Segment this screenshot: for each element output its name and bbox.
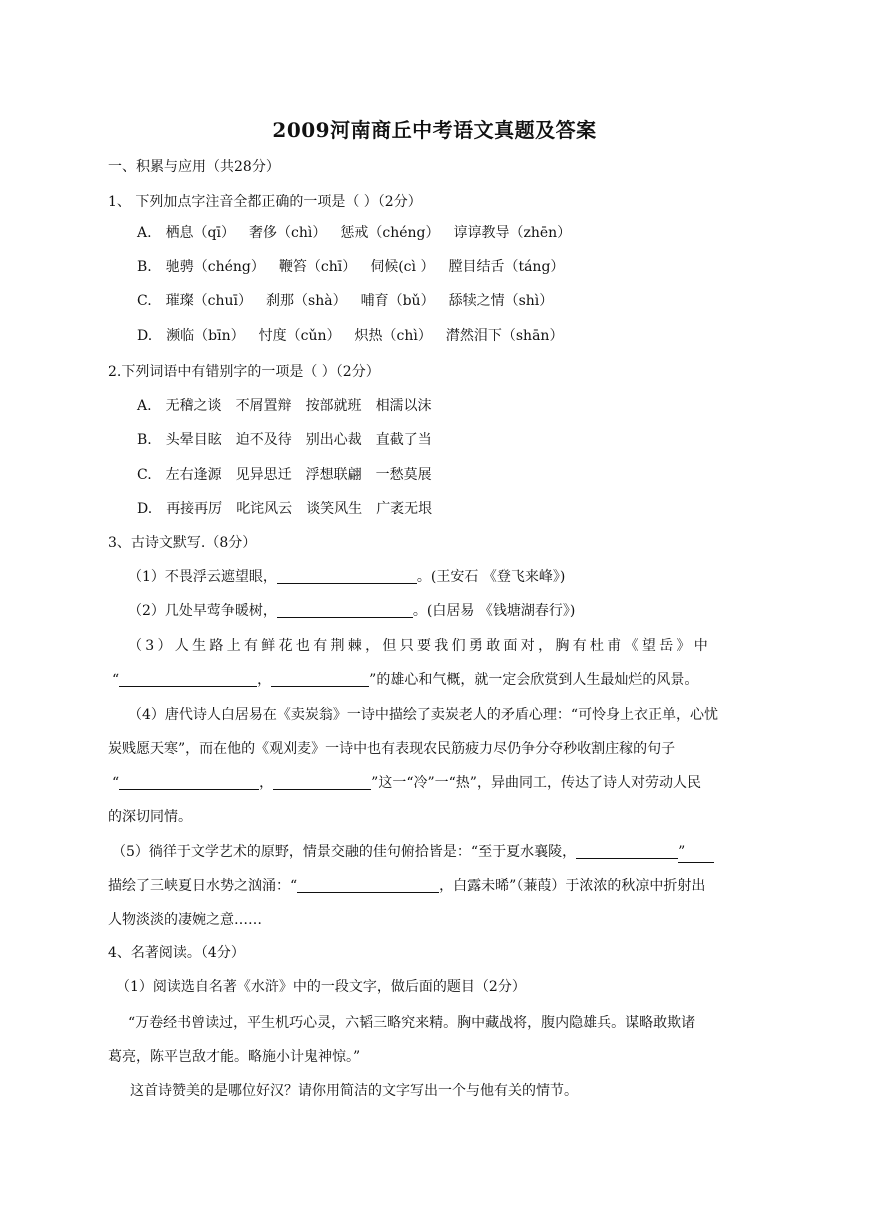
q2-option-d [137, 499, 446, 519]
option-item: 无稽之谈 [165, 398, 222, 414]
option-item: 叱诧风云 [236, 501, 293, 517]
option-item: 一愁莫展 [375, 467, 432, 483]
q3-item-4-line1: （4）唐代诗人白居易在《卖炭翁》一诗中描绘了卖炭老人的矛盾心理：“可怜身上衣正单，心忧 [128, 707, 719, 723]
q3-item-2 [128, 601, 575, 621]
option-item: 潸然泪下（shān） [445, 328, 564, 344]
poem-source: 。(白居易 《钱塘湖春行》) [412, 603, 576, 619]
q1-option-a [137, 223, 585, 243]
answer-blank[interactable] [119, 671, 257, 687]
q2-option-c [137, 465, 446, 485]
option-letter: C. [137, 293, 152, 309]
option-item: 浮想联翩 [305, 467, 362, 483]
q3-item-5-line1: （5）徜徉于文学艺术的原野，情景交融的佳句俯拾皆是：“至于夏水襄陵， ” [112, 842, 714, 863]
option-item: 舔犊之情（shì） [448, 293, 554, 309]
q2-option-b [137, 430, 446, 450]
q3-item-3-line1: （3）人生路上有鲜花也有荆棘，但只要我们勇敢面对，胸有杜甫《望岳》中 [128, 638, 712, 654]
option-item: 刹那（shà） [266, 293, 347, 309]
answer-blank[interactable] [273, 774, 371, 790]
q4-sub-1: （1）阅读选自名著《水浒》中的一段文字，做后面的题目（2分） [116, 979, 526, 995]
q4-poem-line2: 葛亮，陈平岂敌才能。略施小计鬼神惊。” [108, 1049, 361, 1065]
option-letter: C. [137, 467, 152, 483]
q4-question: 这首诗赞美的是哪位好汉？请你用简洁的文字写出一个与他有关的情节。 [130, 1083, 578, 1099]
option-item: 头晕目眩 [165, 432, 222, 448]
answer-blank[interactable] [277, 602, 413, 618]
q3-item-4-line3: “ ， ”这一“冷”一“热”，异曲同工，传达了诗人对劳动人民 [112, 775, 701, 791]
option-item: 哺育（bǔ） [360, 293, 435, 309]
answer-blank[interactable] [576, 843, 678, 859]
option-item: 相濡以沫 [375, 398, 432, 414]
option-letter: B. [137, 259, 152, 275]
option-item: 炽热（chì） [354, 328, 432, 344]
question-1-stem: 1、 下列加点字注音全都正确的一项是（ ）（2分） [108, 194, 422, 210]
answer-blank[interactable] [271, 671, 369, 687]
option-item: 谈笑风生 [306, 501, 363, 517]
option-item: 鞭笞（chī） [278, 259, 357, 275]
section-heading: 一、积累与应用（共28分） [108, 159, 280, 175]
poem-prompt: （1）不畏浮云遮望眼， [128, 569, 277, 585]
option-item: 再接再厉 [166, 501, 223, 517]
option-item: 直截了当 [375, 432, 432, 448]
option-letter: D. [137, 328, 153, 344]
option-letter: B. [137, 432, 152, 448]
option-item: 奢侈（chì） [249, 225, 327, 241]
option-item: 别出心裁 [305, 432, 362, 448]
option-item: 栖息（qī） [165, 225, 236, 241]
option-item: 左右逢源 [165, 467, 222, 483]
poem-prompt: （2）几处早莺争暖树， [128, 603, 277, 619]
q2-option-a [137, 396, 446, 416]
poem-source: 。(王安石 《登飞来峰》) [416, 569, 566, 585]
answer-blank[interactable] [297, 877, 439, 893]
page-title: 2009河南商丘中考语文真题及答案 [272, 118, 597, 142]
option-letter: A. [137, 398, 152, 414]
question-4-stem: 4、名著阅读。（4分） [108, 945, 245, 961]
answer-blank[interactable] [119, 774, 259, 790]
option-item: 濒临（bīn） [166, 328, 245, 344]
option-item: 广袤无垠 [376, 501, 433, 517]
q4-poem-line1: “万卷经书曾读过，平生机巧心灵，六韬三略究来精。胸中藏战将，腹内隐雄兵。谋略敢欺诸 [128, 1015, 696, 1031]
q1-option-d [137, 326, 577, 346]
q3-item-4-line4: 的深切同情。 [108, 809, 192, 825]
question-2-stem: 2.下列词语中有错别字的一项是（ ）（2分） [108, 364, 380, 380]
q1-option-b [137, 257, 578, 277]
option-item: 膛目结舌（táng） [448, 259, 565, 275]
answer-blank[interactable] [277, 568, 417, 584]
q3-item-4-line2: 炭贱愿天寒”，而在他的《观刈麦》一诗中也有表现农民筋疲力尽仍争分夺秒收割庄稼的句子 [108, 741, 676, 757]
q3-item-5-line2: 描绘了三峡夏日水势之汹涌：“ ，白露未晞”（蒹葭）于浓浓的秋凉中折射出 [108, 878, 706, 894]
question-3-stem: 3、古诗文默写.（8分） [108, 535, 257, 551]
q3-item-3-line2: “ ， ”的雄心和气概，就一定会欣赏到人生最灿烂的风景。 [112, 672, 699, 688]
q1-option-c [137, 291, 567, 311]
option-letter: D. [137, 501, 153, 517]
q3-item-1 [128, 567, 565, 587]
option-item: 伺候(cì ） [370, 259, 435, 275]
option-item: 迫不及待 [235, 432, 292, 448]
q3-item-5-line3: 人物淡淡的凄婉之意…… [108, 912, 262, 928]
option-item: 见异思迁 [235, 467, 292, 483]
option-item: 谆谆教导（zhēn） [453, 225, 572, 241]
option-item: 惩戒（chéng） [340, 225, 440, 241]
option-item: 不屑置辩 [235, 398, 292, 414]
option-item: 忖度（cǔn） [258, 328, 341, 344]
option-item: 璀璨（chuī） [165, 293, 253, 309]
option-item: 驰骋（chéng） [165, 259, 265, 275]
option-letter: A. [137, 225, 152, 241]
option-item: 按部就班 [305, 398, 362, 414]
